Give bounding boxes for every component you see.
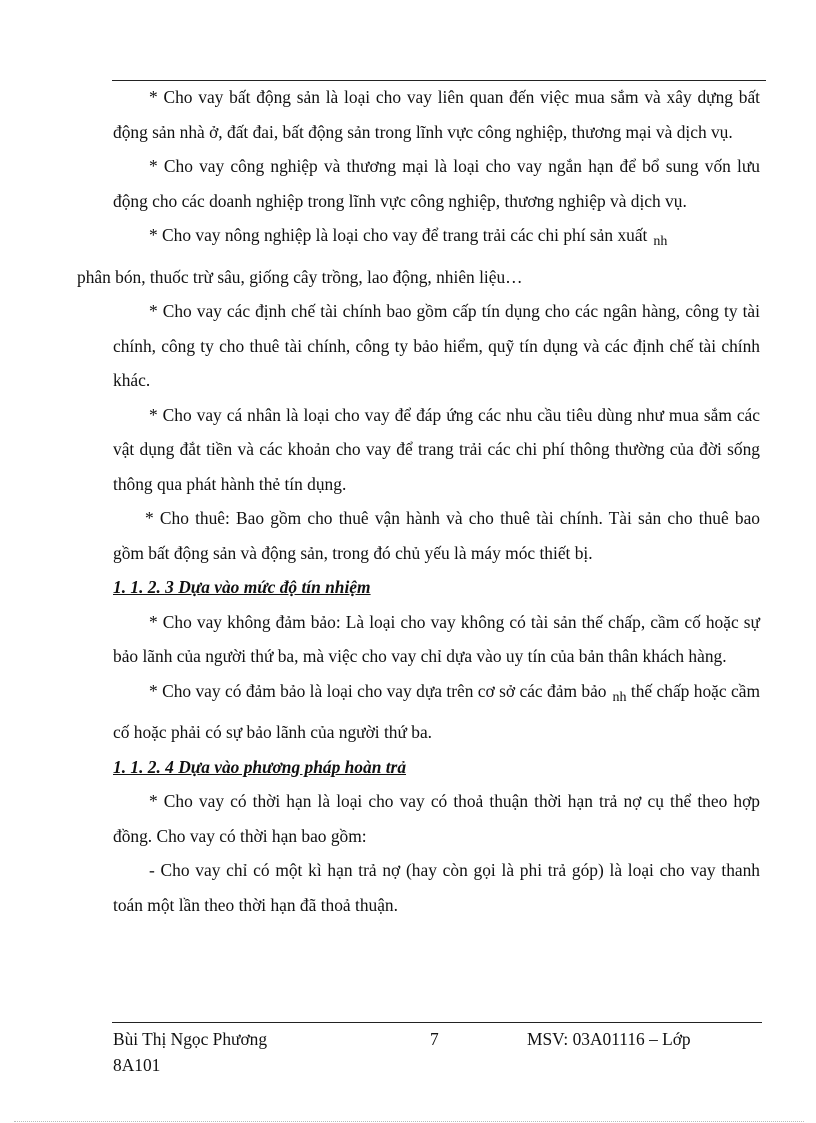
paragraph-agricultural-loan [77, 218, 760, 294]
agricultural-loan-continuation: phân bón, thuốc trừ sâu, giống cây trồng, lao động, nhiên liệu… [77, 266, 523, 287]
secured-loan-continuation: thế chấp hoặc cầm cố hoặc phải có sự bảo lãnh của người thứ ba. [113, 680, 760, 742]
secured-loan-subscript: nh [612, 689, 627, 705]
section-heading-credit-level: 1. 1. 2. 3 Dựa vào mức độ tín nhiệm [113, 577, 371, 597]
agricultural-loan-subscript: nh [653, 234, 668, 249]
section-heading-repayment-method: 1. 1. 2. 4 Dựa vào phương pháp hoàn trả [113, 756, 407, 777]
document-body [77, 80, 760, 922]
footer-msv: MSV: 03A01116 – Lớp [527, 1029, 691, 1049]
paragraph-leasing: * Cho thuê: Bao gồm cho thuê vận hành và cho thuê tài chính. Tài sản cho thuê bao gồm bất động sản và động sản, trong đó chủ yếu là máy móc thiết bị. [113, 508, 760, 563]
footer-author: Bùi Thị Ngọc Phương [113, 1029, 268, 1049]
paragraph-financial-institutions-loan: * Cho vay các định chế tài chính bao gồm cấp tín dụng cho các ngân hàng, công ty tài chính, công ty cho thuê tài chính, công ty bảo hiểm, quỹ tín dụng và các định chế tài chính khác. [113, 301, 760, 390]
paragraph-single-installment-loan: - Cho vay chỉ có một kì hạn trả nợ (hay còn gọi là phi trả góp) là loại cho vay thanh toán một lần theo thời hạn đã thoả thuận. [113, 860, 760, 915]
paragraph-real-estate-loan: * Cho vay bất động sản là loại cho vay liên quan đến việc mua sắm và xây dựng bất động sản nhà ở, đất đai, bất động sản trong lĩnh vực công nghiệp, thương mại và dịch vụ. [113, 87, 760, 142]
paragraph-term-loan: * Cho vay có thời hạn là loại cho vay có thoả thuận thời hạn trả nợ cụ thể theo hợp đồng. Cho vay có thời hạn bao gồm: [113, 791, 760, 846]
agricultural-loan-text: * Cho vay nông nghiệp là loại cho vay để trang trải các chi phí sản xuất [149, 225, 648, 245]
paragraph-industrial-commercial-loan: * Cho vay công nghiệp và thương mại là loại cho vay ngắn hạn để bổ sung vốn lưu động cho các doanh nghiệp trong lĩnh vực công nghiệp, thương nghiệp và dịch vụ. [113, 156, 760, 211]
footer-page-number: 7 [430, 1029, 439, 1049]
page-bottom-dotted-line [14, 1121, 804, 1122]
footer-rule [112, 1022, 762, 1023]
paragraph-personal-loan: * Cho vay cá nhân là loại cho vay để đáp ứng các nhu cầu tiêu dùng như mua sắm các vật dụng đắt tiền và các khoản cho vay để trang trải các chi phí thông thường của đời sống thông qua phát hành thẻ tín dụng. [113, 404, 760, 494]
paragraph-unsecured-loan: * Cho vay không đảm bảo: Là loại cho vay không có tài sản thế chấp, cầm cố hoặc sự bảo lãnh của người thứ ba, mà việc cho vay chỉ dựa vào uy tín của bản thân khách hàng. [113, 611, 760, 666]
footer-class-tail: 8A101 [113, 1055, 161, 1075]
paragraph-secured-loan [113, 674, 760, 750]
footer-author-block [113, 1026, 267, 1078]
secured-loan-text: * Cho vay có đảm bảo là loại cho vay dựa trên cơ sở các đảm bảo [149, 680, 607, 701]
